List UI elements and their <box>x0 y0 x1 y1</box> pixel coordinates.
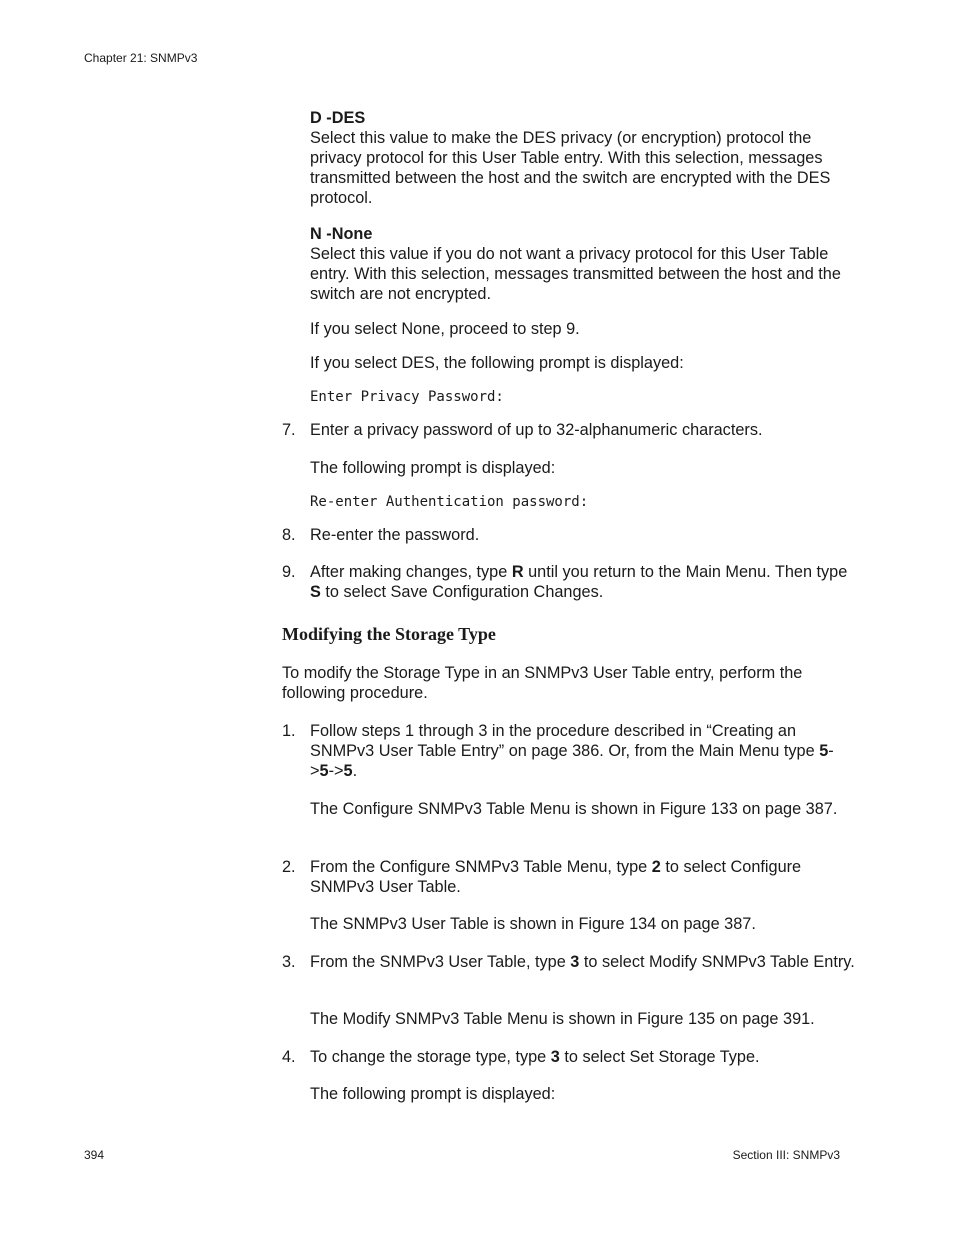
mstep-3-note: The Modify SNMPv3 Table Menu is shown in Figure 135 on page 391. <box>310 1010 815 1028</box>
step-8-number: 8. <box>282 526 296 544</box>
section-heading: Modifying the Storage Type <box>282 624 496 644</box>
mstep-4-text: To change the storage type, type 3 to select Set Storage Type. <box>310 1048 760 1066</box>
step-9-number: 9. <box>282 563 296 581</box>
following-prompt-text: The following prompt is displayed: <box>310 459 556 477</box>
running-footer-section: Section III: SNMPv3 <box>732 1148 840 1162</box>
mstep-4-number: 4. <box>282 1048 296 1066</box>
if-none-text: If you select None, proceed to step 9. <box>310 320 580 338</box>
mstep-3-number: 3. <box>282 953 296 971</box>
mstep-1-number: 1. <box>282 722 296 740</box>
mstep-1-note: The Configure SNMPv3 Table Menu is shown in Figure 133 on page 387. <box>310 800 838 818</box>
step-7-number: 7. <box>282 421 296 439</box>
none-option <box>310 224 855 304</box>
mstep-2-text: From the Configure SNMPv3 Table Menu, type 2 to select Configure SNMPv3 User Table. <box>310 858 802 896</box>
des-option <box>310 108 855 208</box>
step-7-text: Enter a privacy password of up to 32-alphanumeric characters. <box>310 421 763 439</box>
running-header: Chapter 21: SNMPv3 <box>84 51 198 65</box>
mstep-2-number: 2. <box>282 858 296 876</box>
mstep-2-note: The SNMPv3 User Table is shown in Figure 134 on page 387. <box>310 915 756 933</box>
des-description: Select this value to make the DES privacy (or encryption) protocol the privacy protocol for this User Table entry. With this selection, messages transmitted between the host and the switch are encrypted with the DES protocol. <box>310 129 831 207</box>
step-8-text: Re-enter the password. <box>310 526 480 544</box>
des-term: D -DES <box>310 109 366 127</box>
mstep-3-text: From the SNMPv3 User Table, type 3 to select Modify SNMPv3 Table Entry. <box>310 953 855 971</box>
key-r: R <box>511 563 524 581</box>
intro-paragraph: To modify the Storage Type in an SNMPv3 User Table entry, perform the following procedure. <box>282 664 803 702</box>
if-des-text: If you select DES, the following prompt is displayed: <box>310 354 684 372</box>
none-description: Select this value if you do not want a privacy protocol for this User Table entry. With this selection, messages transmitted between the host and the switch are not encrypted. <box>310 245 841 303</box>
mstep-4-note: The following prompt is displayed: <box>310 1085 556 1103</box>
mstep-1-text: Follow steps 1 through 3 in the procedure described in “Creating an SNMPv3 User Table Entry” on page 386. Or, from the Main Menu type 5->5->5. <box>310 722 834 780</box>
privacy-password-prompt: Enter Privacy Password: <box>310 389 504 405</box>
step-9-text: After making changes, type R until you return to the Main Menu. Then type S to select Save Configuration Changes. <box>310 563 848 601</box>
key-s: S <box>310 583 321 601</box>
none-term: N -None <box>310 225 373 243</box>
page-number: 394 <box>84 1148 105 1162</box>
reenter-password-prompt: Re-enter Authentication password: <box>310 494 589 510</box>
